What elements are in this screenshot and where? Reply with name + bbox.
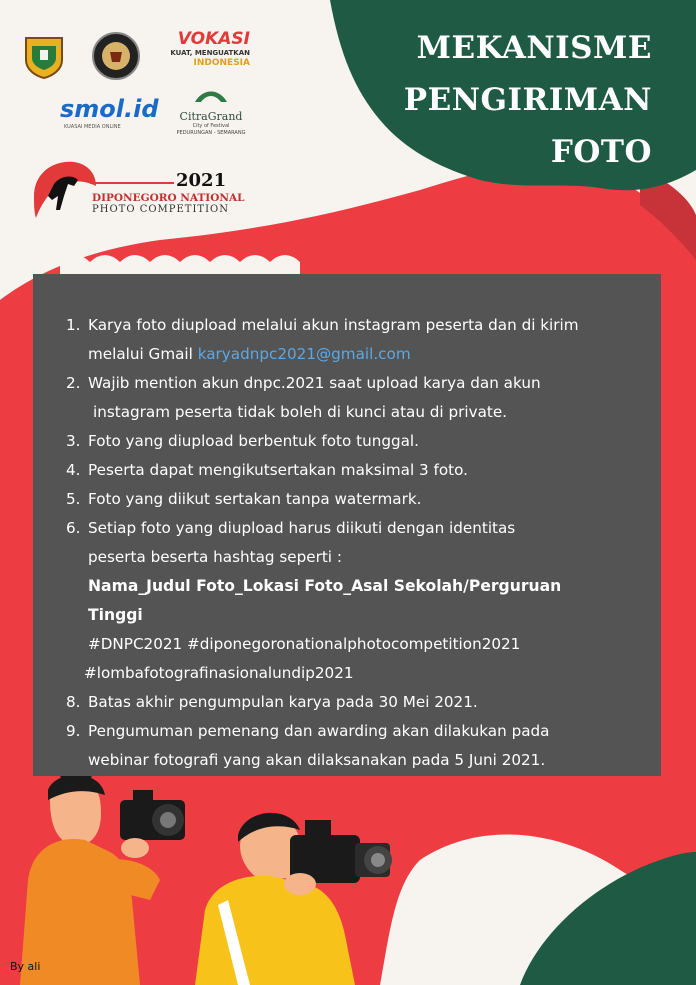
- rule-5: [66, 485, 646, 514]
- smol-sub: KUASAI MEDIA ONLINE: [64, 124, 121, 130]
- rules-list: [66, 311, 646, 775]
- rule-number: 5.: [66, 490, 81, 508]
- rule-number: 3.: [66, 432, 81, 450]
- dnpc-horse-icon: [30, 156, 100, 222]
- citragrand-sub2: PEDURUNGAN - SEMARANG: [176, 130, 246, 136]
- rule-text: Setiap foto yang diupload harus diikuti dengan identitas: [88, 519, 516, 537]
- logo-smol: [60, 94, 160, 144]
- vokasi-title: VOKASI: [177, 29, 250, 49]
- rule-text: Foto yang diikut sertakan tanpa watermark.: [88, 490, 422, 508]
- citragrand-name: CitraGrand: [179, 110, 243, 123]
- rule-number: 4.: [66, 461, 81, 479]
- rule-format: Nama_Judul Foto_Lokasi Foto_Asal Sekolah/Perguruan: [88, 577, 562, 595]
- dnpc-line2: PHOTO COMPETITION: [92, 204, 229, 215]
- rule-format: Tinggi: [88, 606, 143, 624]
- rule-text: Peserta dapat mengikutsertakan maksimal 3 foto.: [88, 461, 468, 479]
- dnpc-year: 2021: [176, 170, 227, 191]
- logo-undip: [90, 30, 142, 86]
- logo-dnpc: [30, 156, 245, 222]
- email-link[interactable]: karyadnpc2021@gmail.com: [197, 345, 411, 363]
- hashtag-line: #DNPC2021 #diponegoronationalphotocompetition2021: [88, 635, 521, 653]
- page-title: [404, 22, 652, 178]
- dnpc-line1: DIPONEGORO NATIONAL: [92, 192, 245, 204]
- rule-1-cont: [66, 340, 646, 369]
- rule-2: [66, 369, 646, 398]
- citragrand-mark-icon: [191, 86, 231, 106]
- rule-text: Karya foto diupload melalui akun instagram peserta dan di kirim: [88, 316, 579, 334]
- rule-4: [66, 456, 646, 485]
- title-line-2: PENGIRIMAN: [403, 82, 652, 118]
- byline: By ali: [10, 960, 41, 973]
- smol-name: smol.id: [60, 95, 159, 123]
- rule-6: [66, 514, 646, 543]
- rule-text: peserta beserta hashtag seperti :: [88, 548, 342, 566]
- title-line-1: MEKANISME: [416, 30, 652, 66]
- rule-number: 2.: [66, 374, 81, 392]
- rule-text: Foto yang diupload berbentuk foto tunggal.: [88, 432, 419, 450]
- vokasi-sub2: INDONESIA: [193, 58, 250, 68]
- rule-text: Wajib mention akun dnpc.2021 saat upload karya dan akun: [88, 374, 541, 392]
- citragrand-sub1: City of Festival: [192, 123, 230, 129]
- rule-3: [66, 427, 646, 456]
- rule-1: [66, 311, 646, 340]
- rule-text: Batas akhir pengumpulan karya pada 30 Mei 2021.: [88, 693, 478, 711]
- rule-number: 6.: [66, 519, 81, 537]
- rule-number: 8.: [66, 693, 81, 711]
- rule-number: 1.: [66, 316, 81, 334]
- rule-8: [66, 688, 646, 717]
- rule-number: 9.: [66, 722, 81, 740]
- logo-jateng: [20, 32, 68, 84]
- vokasi-sub: KUAT, MENGUATKAN: [170, 49, 250, 57]
- logo-vokasi: [164, 30, 250, 82]
- rule-text: melalui Gmail: [88, 345, 198, 363]
- rule-9: [66, 717, 646, 746]
- rule-text: webinar fotografi yang akan dilaksanakan pada 5 Juni 2021.: [88, 751, 546, 769]
- rule-text: instagram peserta tidak boleh di kunci atau di private.: [93, 403, 507, 421]
- hashtag-line: #lombafotografinasionalundip2021: [84, 664, 354, 682]
- dnpc-rule: [90, 182, 174, 184]
- title-line-3: FOTO: [550, 134, 652, 170]
- logo-citragrand: [168, 86, 254, 146]
- rule-text: Pengumuman pemenang dan awarding akan dilakukan pada: [88, 722, 550, 740]
